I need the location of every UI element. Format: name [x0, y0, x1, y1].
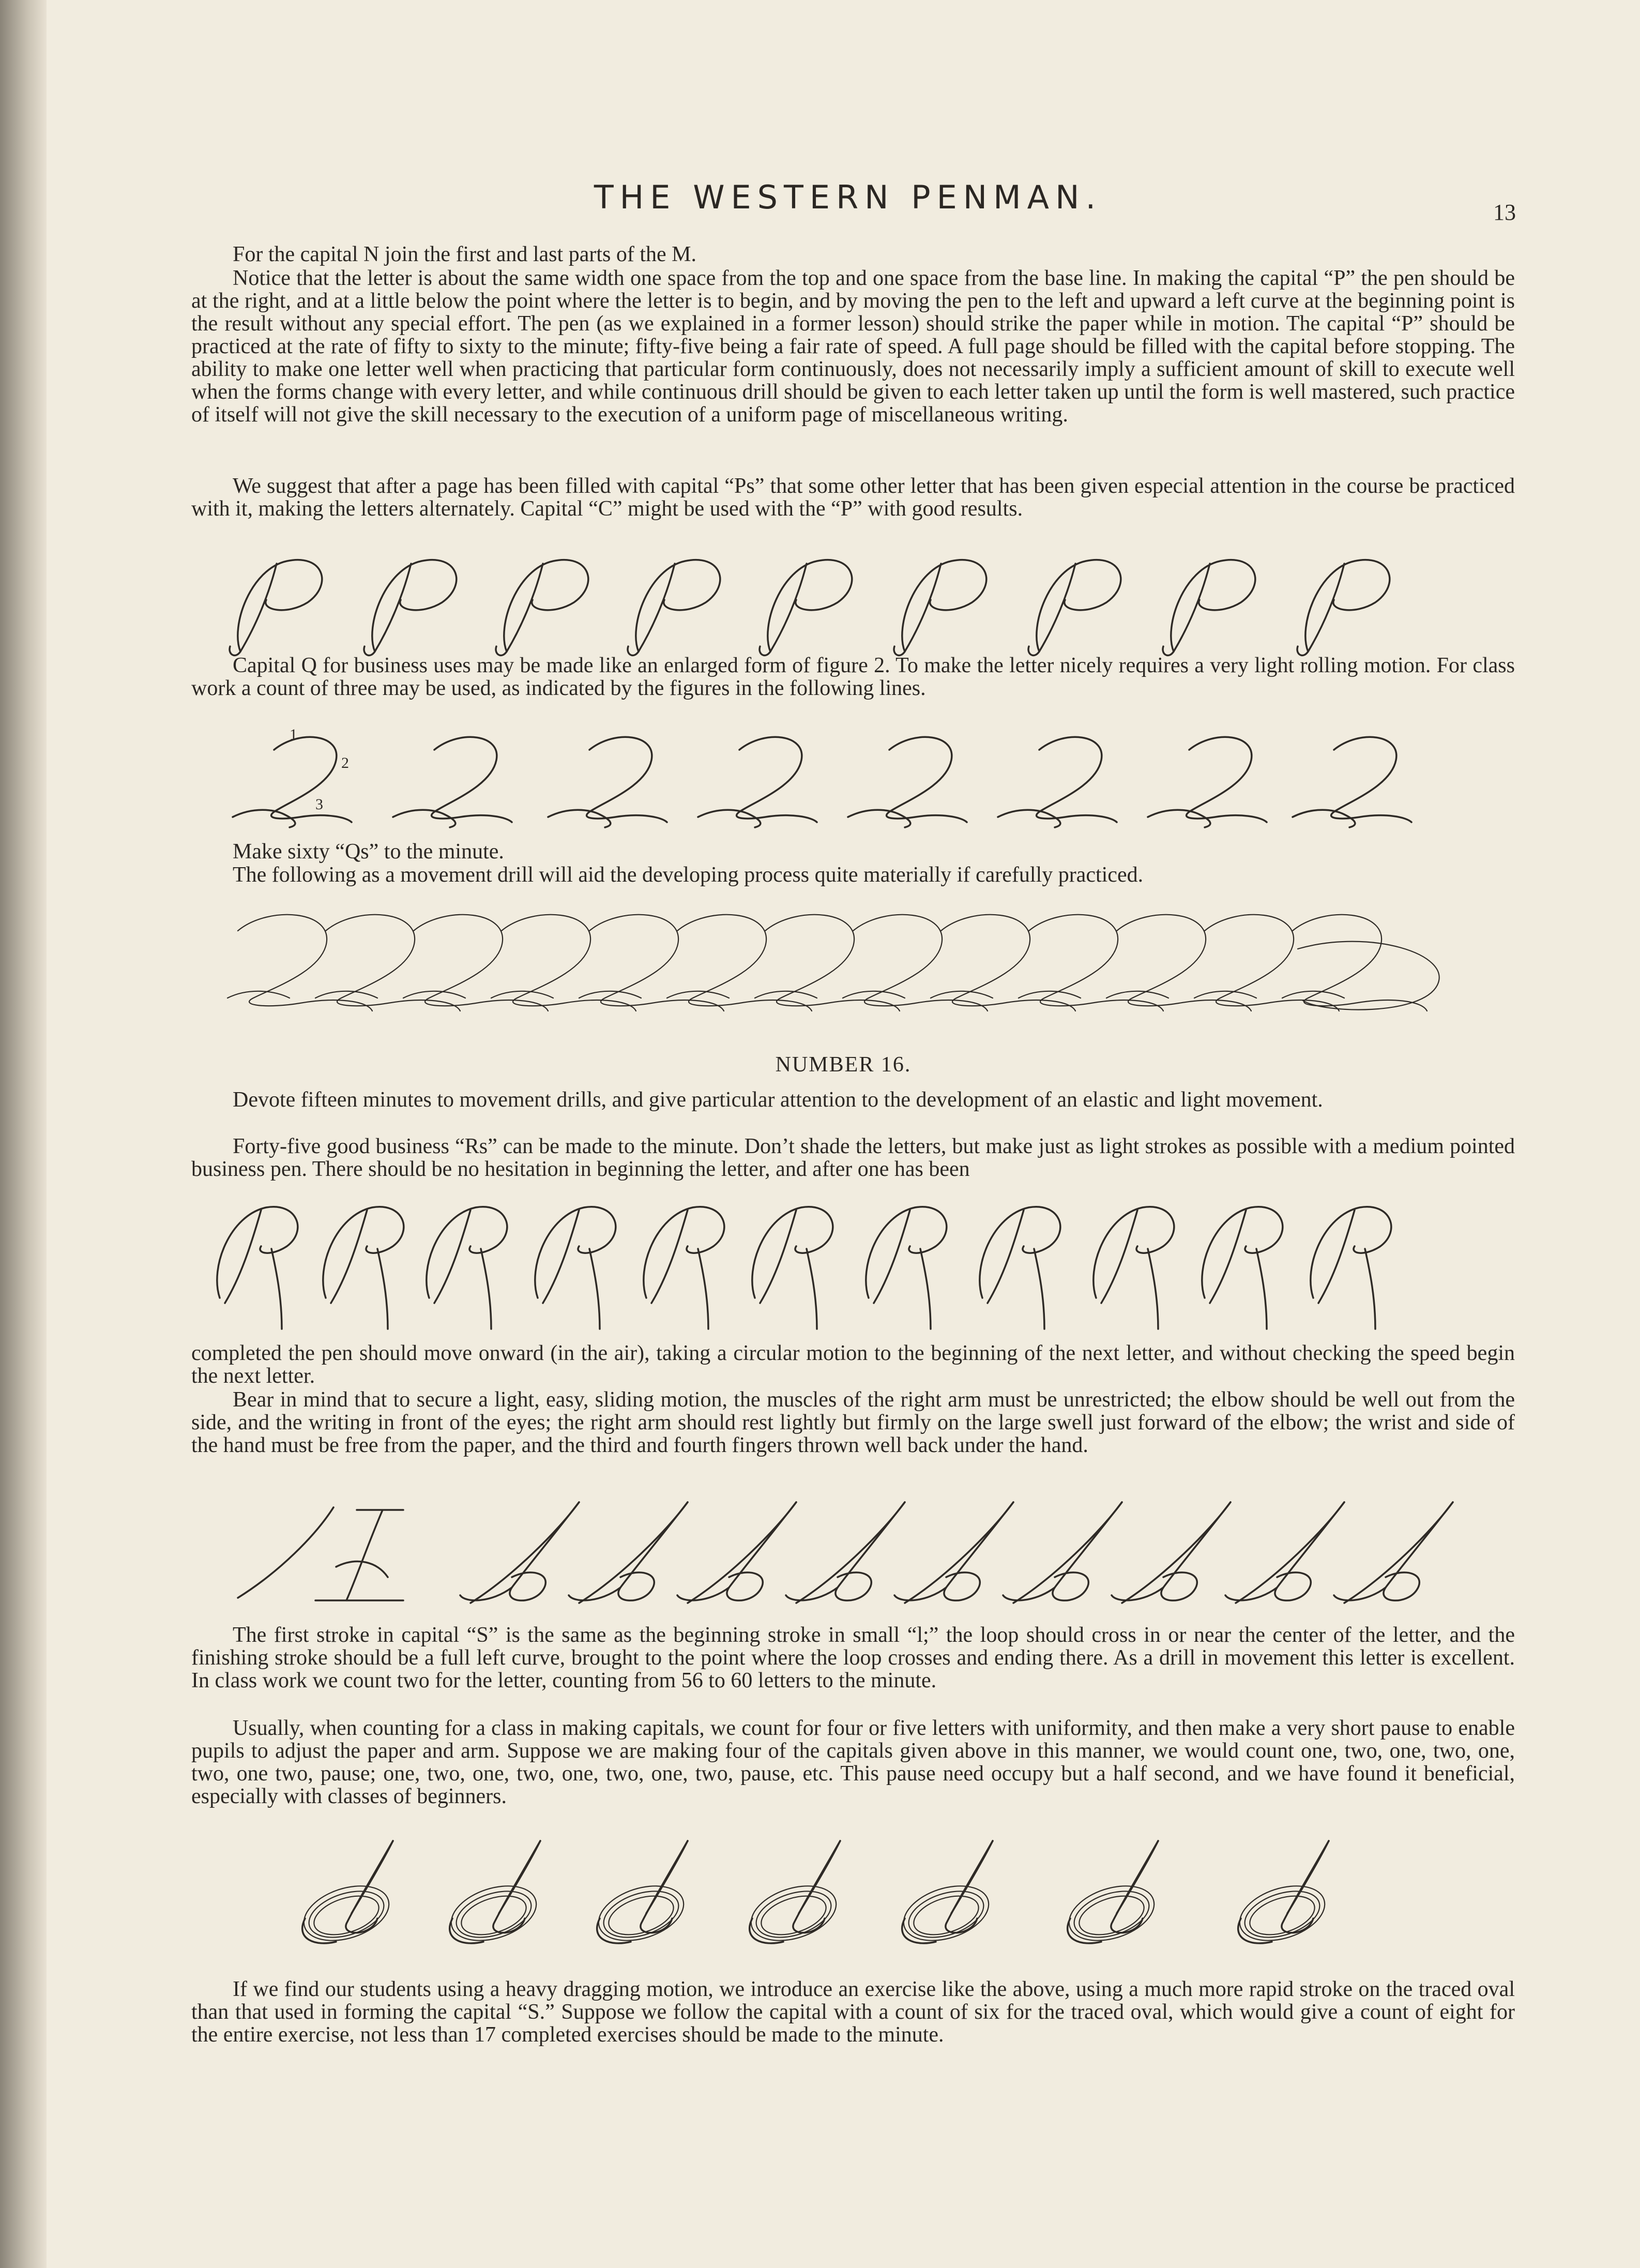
capital-p-specimens: [47, 548, 1640, 662]
q-count-1: 1: [290, 726, 297, 743]
paragraph-capital-r: Forty-five good business “Rs” can be made to the minute. Don’t shade the letters, but make just as light strokes as possible with a medium pointed business pen. There should be no hesitation in beginning the letter, and after one has been: [191, 1135, 1515, 1181]
page: [47, 0, 1640, 2268]
q-count-3: 3: [315, 796, 323, 813]
capital-q-specimen-row: [47, 724, 1640, 843]
q-movement-drill-graphic: [47, 897, 1640, 1037]
capital-r-specimen-row: [47, 1195, 1640, 1339]
paragraph-movement-drills: Devote fifteen minutes to movement drills, and give particular attention to the development of an elastic and light movement.: [233, 1088, 1323, 1112]
running-title: THE WESTERN PENMAN.: [594, 178, 1102, 216]
capital-p-specimen-row: [47, 548, 1640, 662]
traced-oval-s-specimens: [47, 1836, 1640, 1960]
capital-r-specimens: [47, 1195, 1640, 1339]
paragraph-traced-oval: If we find our students using a heavy dragging motion, we introduce an exercise like the above, using a much more rapid stroke on the traced oval than that used in forming the capital “S.” Suppose we follow the capital with a count of six for the traced oval, which would give a count of eight for the entire exercise, not less than 17 completed exercises should be made to the minute.: [191, 1977, 1515, 2047]
section-heading: NUMBER 16.: [775, 1053, 912, 1077]
paragraph-arm-position: Bear in mind that to secure a light, easy, sliding motion, the muscles of the right arm must be unrestricted; the elbow should be well out from the side, and the writing in front of the eyes; the right arm should rest lightly but firmly on the large swell just forward of the elbow; the wrist and side of the hand must be free from the paper, and the third and fourth fingers thrown well back under the hand.: [191, 1388, 1515, 1457]
paragraph-counting: Usually, when counting for a class in making capitals, we count for four or five letters with uniformity, and then make a very short pause to enable pupils to adjust the paper and arm. Suppose we are making four of the capitals given above in this manner, we would count one, two, one, two, one, two, one two, pause; one, two, one, two, one, two, one, two, pause, etc. This pause need occupy but a half second, and we have found it beneficial, especially with classes of beginners.: [191, 1716, 1515, 1808]
page-header: [47, 178, 1640, 225]
paragraph-circular-motion: completed the pen should move onward (in the air), taking a circular motion to the beginning of the next letter, and without checking the speed begin the next letter.: [191, 1341, 1515, 1388]
paragraph-capital-s: The first stroke in capital “S” is the same as the beginning stroke in small “l;” the loop should cross in or near the center of the letter, and the finishing stroke should be a full left curve, brought to the point where the loop crosses and ending there. As a drill in movement this letter is excellent. In class work we count two for the letter, counting from 56 to 60 letters to the minute.: [191, 1623, 1515, 1692]
traced-oval-s-specimen-row: [47, 1836, 1640, 1960]
paragraph-q-rate: Make sixty “Qs” to the minute.: [233, 840, 504, 864]
q-movement-drill: [47, 897, 1640, 1037]
capital-q-specimens: [47, 724, 1640, 843]
paragraph-capital-p: Notice that the letter is about the same width one space from the top and one space from the base line. In making the capital “P” the pen should be at the right, and at a little below the point where the letter is to begin, and by moving the pen to the left and upward a left curve at the beginning point is the result without any special effort. The pen (as we explained in a former lesson) should strike the paper while in motion. The capital “P” should be practiced at the rate of fifty to sixty to the minute; fifty-five being a fair rate of speed. A full page should be filled with the capital before stopping. The ability to make one letter well when practicing that particular form continuously, does not necessarily imply a sufficient amount of skill to execute well when the forms change with every letter, and while continuous drill should be given to each letter taken up until the form is well mastered, such practice of itself will not give the skill necessary to the execution of a uniform page of miscellaneous writing.: [191, 266, 1515, 427]
paragraph-capital-n: For the capital N join the first and last parts of the M.: [233, 243, 696, 266]
paragraph-alternate-letters: We suggest that after a page has been filled with capital “Ps” that some other letter that has been given especial attention in the course be practiced with it, making the letters alternately. Capital “C” might be used with the “P” with good results.: [191, 474, 1515, 521]
q-count-2: 2: [341, 754, 349, 772]
capital-s-specimen-row: [47, 1500, 1640, 1613]
book-gutter: [0, 0, 47, 2268]
s-stroke-two: [315, 1510, 403, 1600]
page-number: 13: [1493, 200, 1516, 225]
paragraph-capital-q: Capital Q for business uses may be made like an enlarged form of figure 2. To make the letter nicely requires a very light rolling motion. For class work a count of three may be used, as indicated by the figures in the following lines.: [191, 654, 1515, 700]
s-stroke-one: [238, 1507, 333, 1598]
capital-s-specimens: [47, 1500, 1640, 1613]
paragraph-movement-drill: The following as a movement drill will aid the developing process quite materially if carefully practiced.: [233, 863, 1144, 887]
